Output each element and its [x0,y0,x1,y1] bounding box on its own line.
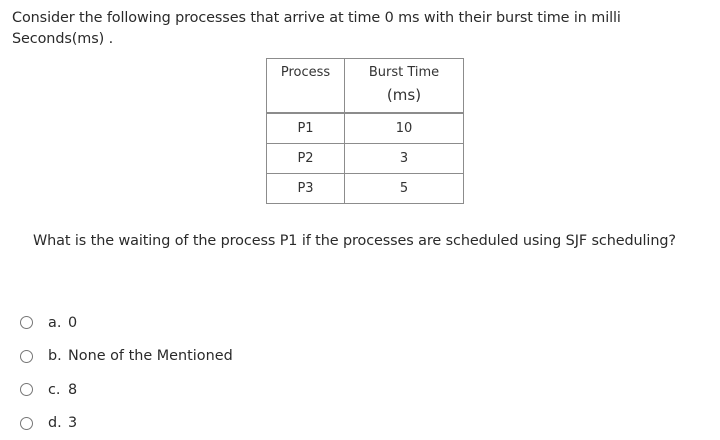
option-letter: c. [48,382,68,398]
option-text: 3 [68,415,77,431]
header-burst-label: Burst Time [369,65,439,80]
cell-process: P1 [267,114,345,144]
option-a[interactable] [20,306,233,340]
cell-process: P2 [267,144,345,174]
option-b[interactable] [20,340,233,374]
cell-burst: 5 [345,174,464,204]
question-prompt: What is the waiting of the process P1 if the processes are scheduled using SJF scheduling? [33,233,676,249]
header-burst-time [345,59,464,113]
option-text: 0 [68,315,77,331]
cell-process: P3 [267,174,345,204]
cell-burst: 3 [345,144,464,174]
cell-burst: 10 [345,114,464,144]
table-header-row [267,59,464,113]
radio-button[interactable] [20,316,33,329]
radio-button[interactable] [20,350,33,363]
header-process: Process [267,59,345,113]
option-letter: b. [48,348,68,364]
option-letter: a. [48,315,68,331]
option-d[interactable] [20,407,233,440]
header-burst-unit: (ms) [345,86,463,104]
option-text: None of the Mentioned [68,348,233,364]
radio-button[interactable] [20,383,33,396]
table-row [267,144,464,174]
question-intro: Consider the following processes that arrive at time 0 ms with their burst time in milli Seconds(ms) . [12,8,702,50]
option-letter: d. [48,415,68,431]
radio-button[interactable] [20,417,33,430]
burst-time-table [266,58,464,204]
answer-options [20,306,233,440]
option-text: 8 [68,382,77,398]
option-c[interactable] [20,373,233,407]
table-row [267,174,464,204]
table-row [267,114,464,144]
